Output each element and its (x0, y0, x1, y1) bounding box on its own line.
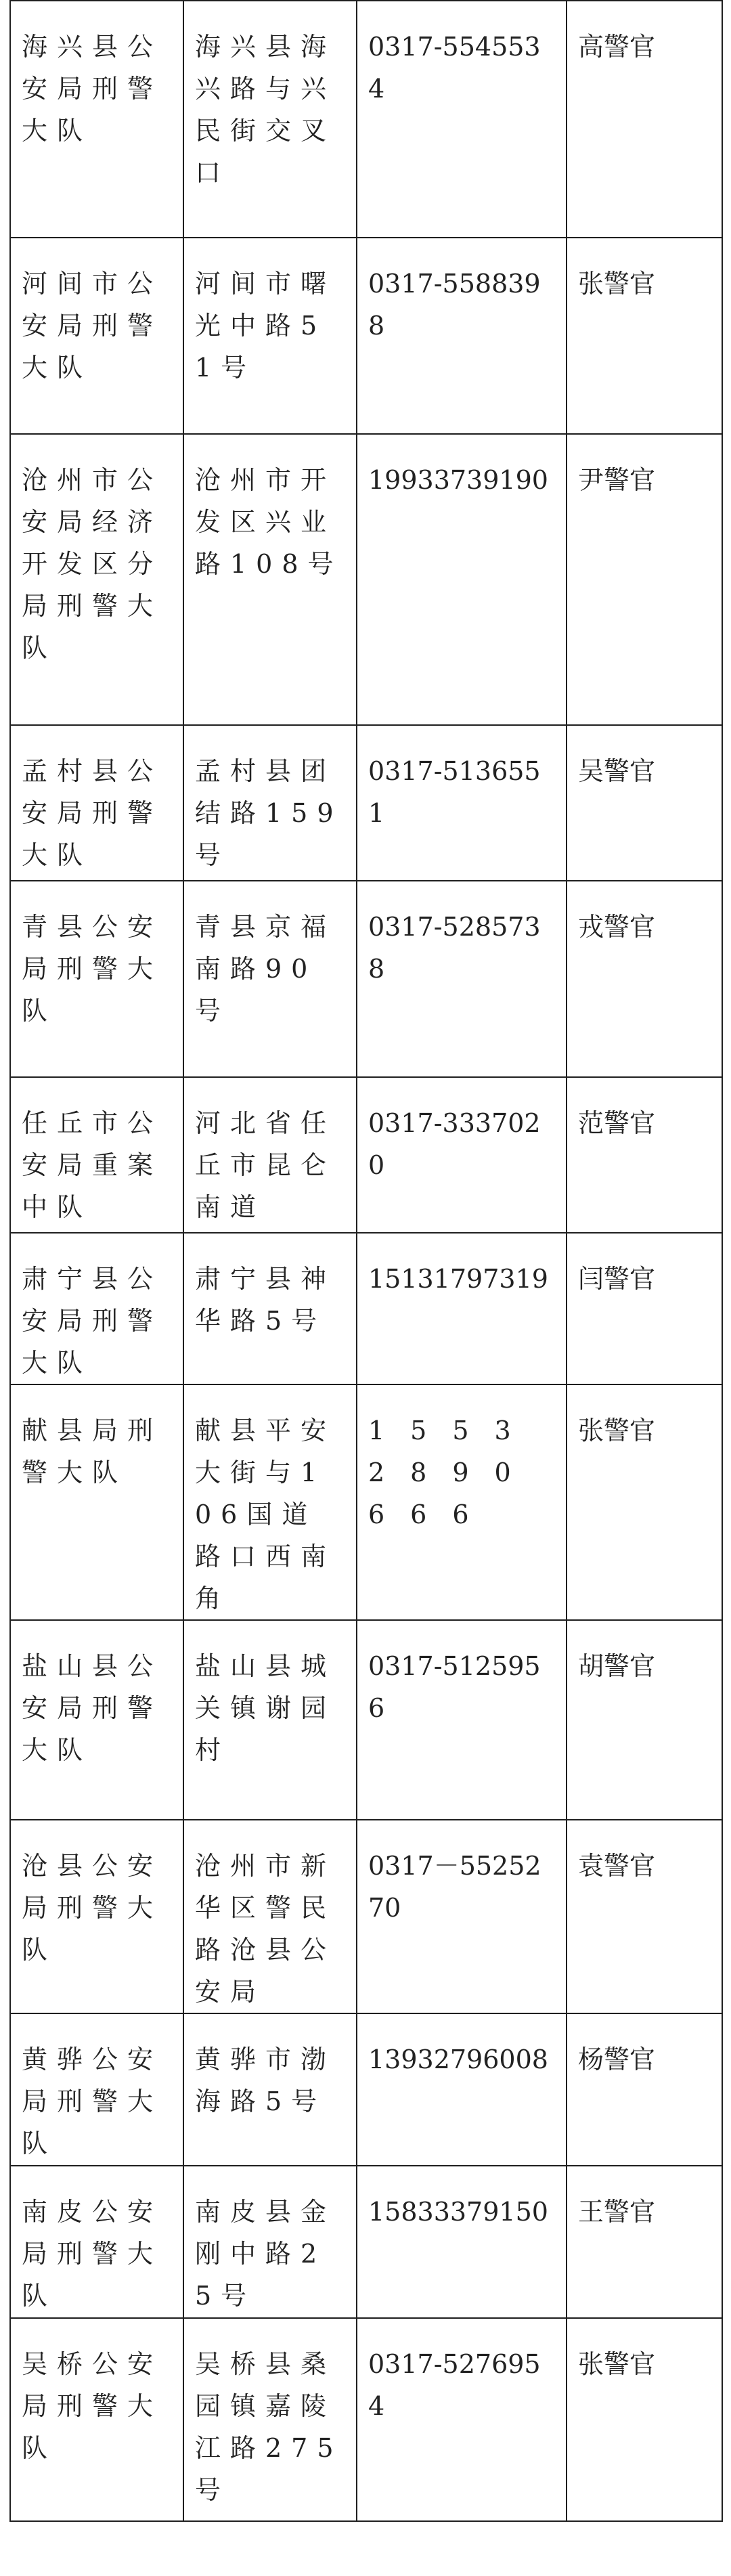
unit-cell: 任丘市公安局重案中队 (10, 1077, 183, 1233)
phone-cell: 15532890666 (357, 1384, 567, 1620)
phone-cell: 0317-5276954 (357, 2318, 567, 2521)
police-contact-table (9, 0, 723, 2522)
table-row (10, 238, 722, 434)
unit-cell: 南皮公安局刑警大队 (10, 2166, 183, 2318)
officer-cell: 范警官 (567, 1077, 722, 1233)
table-row (10, 1233, 722, 1384)
phone-cell: 15131797319 (357, 1233, 567, 1384)
phone-cell: 15833379150 (357, 2166, 567, 2318)
address-cell: 河北省任丘市昆仑南道 (183, 1077, 357, 1233)
address-cell: 沧州市新华区警民路沧县公安局 (183, 1820, 357, 2013)
unit-cell: 黄骅公安局刑警大队 (10, 2013, 183, 2166)
phone-cell: 0317-5125956 (357, 1620, 567, 1820)
address-cell: 孟村县团结路159号 (183, 725, 357, 881)
table-body (10, 1, 722, 2521)
table-row (10, 725, 722, 881)
phone-cell: 13932796008 (357, 2013, 567, 2166)
address-cell: 河间市曙光中路51号 (183, 238, 357, 434)
address-cell: 献县平安大街与106国道路口西南角 (183, 1384, 357, 1620)
phone-cell: 0317-5545534 (357, 1, 567, 238)
table-row (10, 1384, 722, 1620)
address-cell: 青县京福南路90号 (183, 881, 357, 1077)
address-cell: 盐山县城关镇谢园村 (183, 1620, 357, 1820)
officer-cell: 戎警官 (567, 881, 722, 1077)
officer-cell: 张警官 (567, 1384, 722, 1620)
officer-cell: 高警官 (567, 1, 722, 238)
phone-cell: 19933739190 (357, 434, 567, 725)
unit-cell: 青县公安局刑警大队 (10, 881, 183, 1077)
address-cell: 吴桥县桑园镇嘉陵江路275号 (183, 2318, 357, 2521)
address-cell: 沧州市开发区兴业路108号 (183, 434, 357, 725)
unit-cell: 吴桥公安局刑警大队 (10, 2318, 183, 2521)
table-row (10, 881, 722, 1077)
officer-cell: 王警官 (567, 2166, 722, 2318)
phone-cell: 0317-5285738 (357, 881, 567, 1077)
officer-cell: 张警官 (567, 2318, 722, 2521)
officer-cell: 尹警官 (567, 434, 722, 725)
officer-cell: 闫警官 (567, 1233, 722, 1384)
address-cell: 南皮县金刚中路25号 (183, 2166, 357, 2318)
table-row (10, 1820, 722, 2013)
unit-cell: 沧州市公安局经济开发区分局刑警大队 (10, 434, 183, 725)
officer-cell: 杨警官 (567, 2013, 722, 2166)
table-row (10, 2013, 722, 2166)
phone-cell: 0317－5525270 (357, 1820, 567, 2013)
unit-cell: 肃宁县公安局刑警大队 (10, 1233, 183, 1384)
address-cell: 肃宁县神华路5号 (183, 1233, 357, 1384)
officer-cell: 袁警官 (567, 1820, 722, 2013)
unit-cell: 沧县公安局刑警大队 (10, 1820, 183, 2013)
table-row (10, 1620, 722, 1820)
phone-cell: 0317-3337020 (357, 1077, 567, 1233)
address-cell: 海兴县海兴路与兴民街交叉口 (183, 1, 357, 238)
unit-cell: 河间市公安局刑警大队 (10, 238, 183, 434)
phone-cell: 0317-5588398 (357, 238, 567, 434)
officer-cell: 张警官 (567, 238, 722, 434)
unit-cell: 盐山县公安局刑警大队 (10, 1620, 183, 1820)
officer-cell: 吴警官 (567, 725, 722, 881)
unit-cell: 孟村县公安局刑警大队 (10, 725, 183, 881)
table-row (10, 1, 722, 238)
unit-cell: 海兴县公安局刑警大队 (10, 1, 183, 238)
table-row (10, 434, 722, 725)
table-row (10, 1077, 722, 1233)
unit-cell: 献县局刑警大队 (10, 1384, 183, 1620)
phone-cell: 0317-5136551 (357, 725, 567, 881)
table-row (10, 2166, 722, 2318)
table-row (10, 2318, 722, 2521)
officer-cell: 胡警官 (567, 1620, 722, 1820)
address-cell: 黄骅市渤海路5号 (183, 2013, 357, 2166)
